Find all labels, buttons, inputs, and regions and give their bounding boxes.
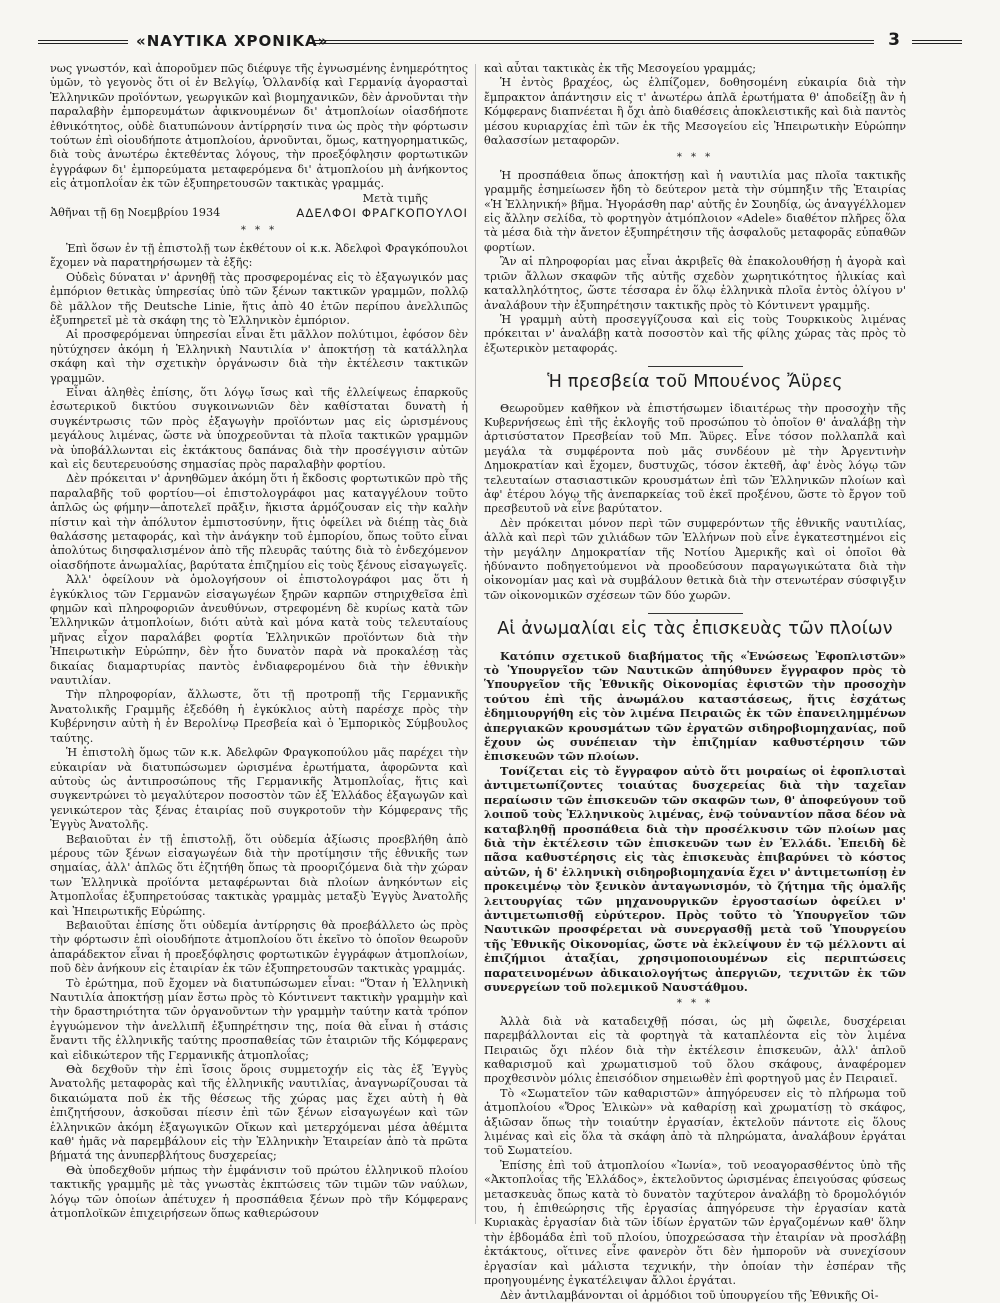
paragraph: Τὸ «Σωματεῖον τῶν καθαριστῶν» ἀπηγόρευσεν εἰς τὸ πλήρωμα τοῦ ἀτμοπλοίου «Ὄρος Ἑλικὼν» νὰ καθαρίσῃ καὶ χρωματίσῃ τὸ σκάφος, ἀξιῶσαν ὅπως τὴν τοιαύτην ἐργασίαν, ἐκτελοῦν πάντοτε εἰς ὅλους λιμένας καὶ εἰς ὅλα τὰ σκάφη ἀπὸ τὰ πληρώματα, ἀναλάβουν ἐργάται τοῦ Σωματείου. [484,1086,906,1158]
paragraph: Εἶναι ἀληθὲς ἐπίσης, ὅτι λόγῳ ἴσως καὶ τῆς ἐλλείψεως ἐπαρκοῦς ἐσωτερικοῦ δικτύου συγκοινωνιῶν δὲν καθίσταται δυνατὴ ἡ συγκέντρωσις τῶν πρὸς ἐξαγωγὴν προϊόντων μας εἰς ὡρισμένους μεγάλους λιμένας, ὥστε νὰ ὑποχρεοῦνται τὰ πλοῖα τακτικῶν γραμμῶν νὰ ὑποβάλλωνται εἰς ἐκτάκτους δαπάνας διὰ τὴν προσέγγισιν αὐτῶν καὶ εἰς δευτερευούσης σημασίας πρὸς παραλαβὴν φορτίου. [50,385,468,471]
letter-closing: Μετὰ τιμῆς [362,191,428,205]
paragraph: Ἂν αἱ πληροφορίαι μας εἶναι ἀκριβεῖς θὰ ἐπακολουθήσῃ ἡ ἀγορὰ καὶ τριῶν ἄλλων σκαφῶν τῆς αὐτῆς σχεδὸν χωρητικότητος ἡλικίας καὶ καταλληλότητος, ὥστε τέσσαρα ἐν ὅλῳ ἑλληνικὰ πλοῖα ἐντὸς ὀλίγου ν' ἀναλάβουν τὴν ἐξυπηρέτησιν τακτικῆς πρὸς τὸ Κόντινεντ γραμμῆς. [484,255,906,312]
article-heading-repairs: Αἱ ἀνωμαλίαι εἰς τὰς ἐπισκευὰς τῶν πλοίων [497,619,893,640]
signature-date: Ἀθῆναι τῇ 6ῃ Νοεμβρίου 1934 [50,206,221,220]
article-heading-embassy: Ἡ πρεσβεία τοῦ Μπουένος Ἄϋρες [547,372,843,393]
paragraph: Τονίζεται εἰς τὸ ἔγγραφον αὐτὸ ὅτι μοιραίως οἱ ἐφοπλισταὶ ἀντιμετωπίζοντες τοιαύτας δυσχερείας διὰ τὴν ταχεῖαν περαίωσιν τῶν ἐπισκευῶν τῶν σκαφῶν των, θ' ἀποφεύγουν τοῦ λοιποῦ τοὺς Ἑλληνικοὺς λιμένας, ἐνῷ τοὐναντίον πᾶσα δέον νὰ καταβληθῇ προσπάθεια διὰ τὴν προσέλκυσιν τῶν πλοίων μας διὰ τὴν ἐκτέλεσιν τῶν ἐπισκευῶν των ἐν Ἑλλάδι. Ἐπειδὴ δὲ πᾶσα καθυστέρησις εἰς τὰς ἐπισκευὰς ἐπιβαρύνει τὸ κόστος αὐτῶν, ἡ δ' ἑλληνικὴ σιδηροβιομηχανία ἔχει ν' ἀντιμετωπίσῃ ἐν προκειμένῳ τὸν ξενικὸν ἀνταγωνισμόν, τὸ ζήτημα τῆς ὁμαλῆς λειτουργίας τῶν μηχανουργικῶν ἐργοστασίων ὀφείλει ν' ἀντιμετωπισθῇ εὐρύτερον. Πρὸς τοῦτο τὸ Ὑπουργεῖον τῶν Ναυτικῶν προσφέρεται νὰ συνεργασθῇ μετὰ τοῦ Ὑπουργείου τῆς Ἐθνικῆς Οἰκονομίας, ὥστε νὰ ἐκλείψουν ἐν τῷ μέλλοντι αἱ ἐπιζήμιοι ἀταξίαι, χρησιμοποιουμένων εἰς περιπτώσεις παρατεινομένων ἀδικαιολογήτως ἀπεργιῶν, τεχνιτῶν ἐκ τῶν συνεργείων τοῦ πολεμικοῦ Ναυστάθμου. [484,763,906,994]
heading-rule [648,613,743,614]
paragraph: Ἀλλὰ διὰ νὰ καταδειχθῇ πόσαι, ὡς μὴ ὤφειλε, δυσχέρειαι παρεμβάλλονται εἰς τὰ φορτηγὰ τὰ καταπλέοντα εἰς τὸν λιμένα Πειραιῶς ὄχι πλέον διὰ τὴν ἐκτέλεσιν ἐπισκευῶν, ἀλλ' ἁπλοῦ καθαρισμοῦ καὶ χρωματισμοῦ τοῦ ὅλου σκάφους, ἀναφέρομεν προχθεσινὸν μόλις ἐπεισόδιον σημειωθὲν ἐπὶ φορτηγοῦ μας ἐν Πειραιεῖ. [484,1014,906,1086]
masthead-rule-left [38,40,128,44]
section-separator: * * * [240,225,278,237]
paragraph: καὶ αὗται τακτικὰς ἐκ τῆς Μεσογείου γραμμάς; [484,62,757,75]
paragraph: Αἱ προσφερόμεναι ὑπηρεσίαι εἶναι ἔτι μᾶλλον πολύτιμοι, ἐφόσον δὲν ηὐτύχησεν ἀκόμη ἡ Ἑλληνικὴ Ναυτιλία ν' ἀποκτήσῃ τὰ κατάλληλα σκάφη καὶ τὴν σχετικὴν ὀργάνωσιν διὰ τὴν ἐκτέλεσιν τακτικῶν γραμμῶν. [50,328,468,385]
letter-continuation: νως γνωστόν, καὶ ἀποροῦμεν πῶς διέφυγε τῆς ἐγνωσμένης ἐνημερότητος ὑμῶν, τὸ γεγονὸς ὅτι οἱ ἐν Βελγίῳ, Ὁλλανδίᾳ καὶ Γερμανίᾳ ἀγορασταὶ Ἑλληνικῶν προϊόντων, γεωργικῶν καὶ βιομηχανικῶν, δὲν ἀρνοῦνται τὴν παραλαβὴν ἐμπορευμάτων ἀφικνουμένων δι' ἀτμοπλοίων οἱασδήποτε ἐθνικότητος, οὐδὲ διατυπώνουν ἀντίρρησίν τινα ὡς πρὸς τὴν φόρτωσιν τούτων ἐπὶ οἱουδήποτε ἀτμοπλοίου, ἀρνοῦνται, ὅμως, κατηγορηματικῶς, διὰ τοὺς ἀνωτέρω ἐκτεθέντας λόγους, τὴν προεξόφλησιν φορτωτικῶν ἐγγράφων δι' ἐμπορεύματα μεταφερόμενα δι' ἀτμοπλοίου μὴ ἀνήκοντος εἰς ἀτμοπλοΐαν ἐκ τῶν ἐξυπηρετουσῶν τακτικὰς γραμμάς. [50,62,468,191]
masthead-rule-right [912,40,962,44]
paragraph: Δὲν ἀντιλαμβάνονται οἱ ἁρμόδιοι τοῦ ὑπουργείου τῆς Ἐθνικῆς Οἰ- [500,1288,879,1302]
paragraph: Βεβαιοῦται ἐπίσης ὅτι οὐδεμία ἀντίρρησις θὰ προεβάλλετο ὡς πρὸς τὴν φόρτωσιν ἐπὶ οἱουδήποτε ἀτμοπλοίου ὅτι ἐκεῖνο τὸ ὁποῖον θεωροῦν ἀπαράδεκτον εἶναι ἡ προεξόφλησις φορτωτικῶν ἐγγράφων ἀτμοπλοίων, ποῦ δὲν ἀνήκουν εἰς ἑταιρίαν ἐκ τῶν ἐξυπηρετουσῶν τακτικὰς γραμμάς. [50,918,468,976]
paragraph: Θὰ δεχθοῦν τὴν ἐπὶ ἴσοις ὅροις συμμετοχήν εἰς τὰς ἐξ Ἐγγὺς Ἀνατολῆς μεταφορὰς καὶ τῆς ἑλληνικῆς ναυτιλίας, ἀναγνωρίζουσαι τὰ δικαιώματα ποῦ ἐκ τῆς θέσεως τῆς χώρας μας ἔχει αὐτὴ ἡ θὰ ἐπιζητήσουν, ἀσκοῦσαι πίεσιν ἐπὶ τῶν ξένων εἰσαγωγέων καὶ τῶν ἑλληνικῶν ἀκόμη ἐξαγωγικῶν Οἴκων καὶ μετερχόμεναι μέσα ἀθέμιτα καθ' ἡμᾶς νὰ παρεμβάλουν εἰς τὴν Ἑλληνικὴν Ἑταιρείαν ἀπὸ τὰ πρῶτα βήματά της ἀνυπερβλήτους δυσχερείας; [50,1063,468,1163]
paragraph: Οὐδεὶς δύναται ν' ἀρνηθῇ τὰς προσφερομένας εἰς τὸ ἐξαγωγικόν μας ἐμπόριον θετικὰς ὑπηρεσίας ὑπὸ τῶν ξένων τακτικῶν γραμμῶν, πολλῷ δὲ μᾶλλον τῆς Deutsche Linie, ἥτις ἀπὸ 40 ἐτῶν περίπου ἀνελλιπῶς ἐξυπηρετεῖ μὲ τὰ σκάφη της τὸ Ἑλληνικὸν ἐμπόριον. [50,270,468,327]
paragraph: Ἀλλ' ὀφείλουν νὰ ὁμολογήσουν οἱ ἐπιστολογράφοι μας ὅτι ἡ ἐγκύκλιος τῶν Γερμανῶν εἰσαγωγέων ξηρῶν καρπῶν στηριχθεῖσα ἐπὶ φημῶν καὶ πληροφοριῶν ἀνευθύνων, στρεφομένη δὲ κυρίως κατὰ τῶν Ἑλληνικῶν ἀτμοπλοίων, διότι αὐτὰ καὶ μόνα κατὰ τοὺς τελευταίους μῆνας εἶχον παραλάβει φορτία Ἑλληνικῶν προϊόντων διὰ τὴν Ἠπειρωτικὴν Εὐρώπην, δὲν ἦτο δυνατὸν παρὰ νὰ προκαλέσῃ τὰς δικαίας διαμαρτυρίας παντὸς ἐνδιαφερομένου διὰ τὴν ἐθνικὴν ναυτιλίαν. [50,573,468,688]
paragraph: Ἐπὶ ὅσων ἐν τῇ ἐπιστολῇ των ἐκθέτουν οἱ κ.κ. Ἀδελφοὶ Φραγκόπουλοι ἔχομεν νὰ παρατηρήσωμεν τὰ ἑξῆς: [50,241,468,270]
paragraph: Ἡ γραμμὴ αὐτὴ προσεγγίζουσα καὶ εἰς τοὺς Τουρκικοὺς λιμένας πρόκειται ν' ἀναλάβῃ κατὰ ποσοστὸν καὶ τῆς φίλης χώρας τὰς πρὸς τὸ ἐξωτερικὸν μεταφοράς. [484,312,906,355]
letter-signature [50,206,468,220]
paper-name: «ΝΑΥΤΙΚΑ ΧΡΟΝΙΚΑ» [136,32,329,50]
page-number: 3 [888,30,900,50]
left-column [50,62,468,1222]
right-column [484,62,906,1303]
paragraph: Δὲν πρόκειται μόνον περὶ τῶν συμφερόντων τῆς ἐθνικῆς ναυτιλίας, ἀλλὰ καὶ περὶ τῶν χιλιάδων τῶν Ἑλλήνων ποὺ εἶνε ἐγκατεστημένοι εἰς τὴν μεγάλην Δημοκρατίαν τῆς Νοτίου Ἀμερικῆς καὶ οἱ ὁποῖοι θὰ ἠδύναντο ποδηγετούμενοι νὰ προοδεύσουν παραγωγικώτατα διὰ τὴν οἰκονομίαν μας καὶ νὰ συμβάλουν θετικὰ διὰ τὴν στενωτέραν σύσφιγξιν τῶν οἰκονομικῶν σχέσεων τῶν δύο χωρῶν. [484,516,906,602]
paragraph: Ἡ ἐπιστολὴ ὅμως τῶν κ.κ. Ἀδελφῶν Φραγκοπούλου μᾶς παρέχει τὴν εὐκαιρίαν νὰ διατυπώσωμεν ὡρισμένα ἐρωτήματα, ἀφορῶντα καὶ αὐτοὺς ὡς ἀντιπροσώπους τῆς Γερμανικῆς Ἀτμοπλοΐας, ἥτις καὶ συγκεντρώνει τὸ μεγαλύτερον ποσοστὸν τῶν ἐξ Ἑλλάδος ἐξαγωγῶν καὶ γενικώτερον τὰς ξένας ἑταιρίας ποῦ συγκροτοῦν τὴν Κόμφερανς τῆς Ἐγγὺς Ἀνατολῆς. [50,746,468,832]
masthead-rule-middle [314,40,874,44]
paragraph: Δὲν πρόκειται ν' ἀρνηθῶμεν ἀκόμη ὅτι ἡ ἔκδοσις φορτωτικῶν πρὸ τῆς παραλαβῆς τοῦ φορτίου—οἱ ἐπιστολογράφοι μας καταγγέλουν τοῦτο ἁπλῶς ὡς φήμην—ἀποτελεῖ πρᾶξιν, ἥκιστα ἁρμόζουσαν εἰς τὴν καλὴν πίστιν καὶ τὴν ἀπόλυτον ἐμπιστοσύνην, ἥτις ὀφείλει νὰ διέπῃ τὰς διὰ θαλάσσης μεταφοράς, καὶ τὴν ἀνάγκην τοῦ ἐμπορίου, ὅπως τοῦτο εἶναι ἀπολύτως διησφαλισμένον ἀπὸ τῆς πλευρᾶς ταύτης διὰ τὸ ἐνδεχόμενον οἱασδήποτε ἀνωμαλίας, βαρύτατα ἐπιζημίου εἰς τοὺς ξένους εἰσαγωγεῖς. [50,472,468,572]
masthead [38,30,962,56]
paragraph: Ἐπίσης ἐπὶ τοῦ ἀτμοπλοίου «Ἰωνία», τοῦ νεοαγορασθέντος ὑπὸ τῆς «Ἀκτοπλοΐας τῆς Ἑλλάδος», ἐκτελοῦντος ὡρισμένας ἐπειγούσας φύσεως μετασκευὰς ὅπως κατὰ τὸ δυνατὸν ταχύτερον ἀναλάβῃ τὸ δρομολόγιόν του, ἡ ἐπιθεώρησις τῆς ἐργασίας ἀπηγόρευσε τὴν ἐργασίαν κατὰ Κυριακὰς ἐργασίαν διὰ τῶν ἰδίων ἐργατῶν τῶν ἐργαζομένων καθ' ὅλην τὴν ἑβδομάδα ἐπὶ τοῦ πλοίου, ὑποχρεώσασα τὴν ἑταιρίαν νὰ προσλάβῃ ἐκτάκτους, οἵτινες εἶνε φανερὸν ὅτι δὲν ἠμποροῦν νὰ συνεχίσουν ἐργασίαν καὶ μάλιστα τεχνικήν, τὴν ὁποίαν τὴν ἐσπέραν τῆς προηγουμένης ἐγκατέλειψαν ἄλλοι ἐργάται. [484,1158,906,1288]
heading-rule [648,366,743,367]
section-separator: * * * [676,152,714,164]
paragraph: Ἡ ἐντὸς βραχέος, ὡς ἐλπίζομεν, δοθησομένη εὐκαιρία διὰ τὴν ἔμπρακτον ἀπάντησιν εἰς τ' ἀνωτέρω ἁπλᾶ ἐρωτήματα θ' ἀποδείξῃ ἂν ἡ Κόμφερανς διαπνέεται ἢ ὄχι ἀπὸ διαθέσεις ἀποκλειστικῆς καὶ διὰ παντὸς μέσου κυριαρχίας ἐπὶ τῶν ἐκ τῆς Μεσογείου εἰς Ἠπειρωτικὴν Εὐρώπην θαλασσίων μεταφορῶν. [484,76,906,148]
paragraph: Ἡ προσπάθεια ὅπως ἀποκτήσῃ καὶ ἡ ναυτιλία μας πλοῖα τακτικῆς γραμμῆς ἐσημείωσεν ἤδη τὸ δεύτερον μετὰ τὴν σύμπηξιν τῆς Ἑταιρίας «Ἡ Ἑλληνική» βῆμα. Ἠγοράσθη παρ' αὐτῆς ἐν Σουηδίᾳ, ὡς ἀναγγέλλομεν εἰς ἄλλην σελίδα, τὸ φορτηγὸν ἀτμόπλοιον «Adele» διαθέτον πλῆρες ὅλα τὰ μέσα διὰ τὴν ἄνετον ἐξυπηρέτησιν τῆς ἀσφαλοῦς μεταφορᾶς εὐπαθῶν φορτίων. [484,168,906,254]
column-divider [475,64,476,1224]
paragraph: Βεβαιοῦται ἐν τῇ ἐπιστολῇ, ὅτι οὐδεμία ἀξίωσις προεβλήθη ἀπὸ μέρους τῶν ξένων εἰσαγωγέων διὰ τὴν προτίμησιν τῆς ἐθνικῆς των σημαίας, ἀλλ' ἁπλῶς ὅτι ἐζητήθη ὅπως τὰ προοριζόμενα διὰ τὴν χώραν των Ἑλληνικὰ προϊόντα μεταφέρωνται διὰ πλοίων ἀνηκόντων εἰς Ἀτμοπλοΐας ἐξυπηρετούσας τακτικὰς γραμμὰς μεταξὺ Ἐγγὺς Ἀνατολῆς καὶ Ἠπειρωτικῆς Εὐρώπης. [50,832,468,918]
section-separator: * * * [676,998,714,1010]
paragraph: Θεωροῦμεν καθῆκον νὰ ἐπιστήσωμεν ἰδιαιτέρως τὴν προσοχὴν τῆς Κυβερνήσεως ἐπὶ τῆς ἐκλογῆς τοῦ προσώπου τὸ ὁποῖον θ' ἀναλάβῃ τὴν ἀρτισύστατον Πρεσβείαν τοῦ Μπ. Ἄϋρες. Εἶνε τόσον πολλαπλᾶ καὶ μεγάλα τὰ συμφέροντα ποὺ μᾶς συνδέουν μὲ τὴν Ἀργεντινὴν Δημοκρατίαν καὶ ἔχομεν, δυστυχῶς, τόσον ἐκτεθῆ, ἀφ' ἑνὸς λόγῳ τῶν τελευταίων στασιαστικῶν κρουσμάτων ἐπὶ τῶν Ἑλληνικῶν πλοίων καὶ ἀφ' ἑτέρου λόγῳ τῆς ἀνεπαρκείας τοῦ ἐκεῖ προξένου, ὥστε τὸ ἔργον τοῦ πρεσβευτοῦ νὰ εἶνε βαρύτατον. [484,401,906,516]
paragraph: Τὴν πληροφορίαν, ἄλλωστε, ὅτι τῇ προτροπῇ τῆς Γερμανικῆς Ἀνατολικῆς Γραμμῆς ἐξεδόθη ἡ ἐγκύκλιος αὐτὴ παρέσχε πρὸς τὴν Κυβέρνησιν αὐτὴ ἡ ἐν Βερολίνῳ Πρεσβεία καὶ ὁ Ἐμπορικὸς Σύμβουλος ταύτης. [50,688,468,745]
signature-name: ΑΔΕΛΦΟΙ ΦΡΑΓΚΟΠΟΥΛΟΙ [296,206,468,221]
paragraph: Θὰ ὑποδεχθοῦν μήπως τὴν ἐμφάνισιν τοῦ πρώτου ἑλληνικοῦ πλοίου τακτικῆς γραμμῆς μὲ τὰς γνωστὰς ἐκπτώσεις τῶν τιμῶν τῶν ναύλων, λόγῳ τῶν ὁποίων ἀπέτυχεν ἡ προσπάθεια ξένων πρὸ τῆν Κόμφερανς ἀτμοπλοϊκῶν ἐπιχειρήσεων ὅπως καθιερώσουν [50,1163,468,1221]
paragraph: Τὸ ἐρώτημα, ποῦ ἔχομεν νὰ διατυπώσωμεν εἶναι: "Ὅταν ἡ Ἑλληνικὴ Ναυτιλία ἀποκτήσῃ μίαν ἔστω πρὸς τὸ Κόντινεντ τακτικὴν γραμμὴν καὶ τὴν δραστηριότητα τῶν ὀργανοῦντων τὴν γραμμὴν ταύτην κατὰ τρόπον ἐγγυώμενον τὴν ἀνελλιπῆ ἐξυπηρέτησιν της, ποία θὰ εἶναι ἡ στάσις ἔναντι τῆς ἑλληνικῆς ταύτης προσπαθείας τῶν ἑταιριῶν τῆς Κόμφερανς καὶ εἰδικώτερον τῆς Γερμανικῆς ἀτμοπλοΐας; [50,976,468,1062]
paragraph: Κατόπιν σχετικοῦ διαβήματος τῆς «Ἑνώσεως Ἐφοπλιστῶν» τὸ Ὑπουργεῖον τῶν Ναυτικῶν ἀπηύθυνεν ἔγγραφον πρὸς τὸ Ὑπουργεῖον τῆς Ἐθνικῆς Οἰκονομίας ἐφιστῶν τὴν προσοχὴν τούτου ἐπὶ τῆς ἀνωμάλου καταστάσεως, ἥτις ἐσχάτως ἐδημιουργήθη εἰς τὸν λιμένα Πειραιῶς ἐκ τῶν ἐπανειλημμένων ἀπεργιακῶν κρουσμάτων τῶν ἐργατῶν σιδηροβιομηχανίας, ποῦ ἔχουν ὡς συνέπειαν τὴν ἐπιζημίαν καθυστέρησιν τῶν ἐπισκευῶν τῶν πλοίων. [484,648,906,764]
